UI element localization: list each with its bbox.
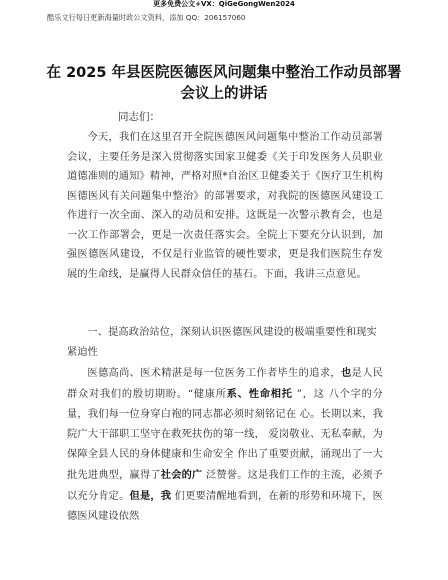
paragraph-text-segment: 泛赞誉。这是我们工作的主流，必须予以充分肯定。 bbox=[67, 470, 383, 502]
greeting-line: 同志们： bbox=[118, 111, 160, 123]
promo-contact-line: 酷乐文行每日更新海量时政公文资料，添加 QQ：206157060 bbox=[47, 13, 246, 22]
paragraph-text-segment: ”，这 八个字的分量，我们每一位身穿白袍的同志都必须时刻铭记在 心。长期以来，我院广大干部职工坚守在救死扶伤的第一线， 爱岗敬业、无私奉献，为保障全县人民的身体健康和生命安全 作出了重要贡献，涌现出了一大批先进典型，赢得了 bbox=[67, 389, 383, 481]
paragraph-intro: 今天，我们在这里召开全院医德医风问题集中整治工作动员部署会议，主要任务是深入贯彻落实国家卫健委《关于印发医务人员职业道德准则的通知》精神，严格对照*自治区卫健委关于《医疗卫生机构医德医风有关问题集中整治》的部署要求，对我院的医德医风建设工作进行一次全面、深入的动员和安排。这既是一次警示教育会，也是一次工作部署会，更是一次责任落实会。全院上下要充分认识到，加强医德医风建设，不仅是行业监管的硬性要求，更是我们医院生存发展的生命线，是赢得人民群众信任的基石。下面，我讲三点意见。 bbox=[67, 132, 383, 280]
top-promo-banner: 更多免费公文+VX：QiGeGongWen2024 bbox=[153, 0, 295, 8]
paragraph-bold-segment: 但是，我 bbox=[129, 490, 172, 502]
paragraph-section-1 bbox=[67, 363, 383, 527]
paragraph-text-segment: 医德高尚、医术精湛是每一位医务工作者毕生的追求， bbox=[87, 368, 341, 379]
paragraph-text-segment: 们更要清醒地看到，在新的形势和环境下，医德医风建设依然 bbox=[67, 491, 384, 522]
section-heading-1: 一、提高政治站位，深刻认识医德医风建设的极端重要性和现实紧迫性 bbox=[67, 327, 377, 358]
paragraph-bold-segment: 系、性命相托 bbox=[226, 388, 293, 400]
paragraph-bold-segment: 社会的广 bbox=[160, 469, 203, 481]
paragraph-text-segment: 是人民群众对我们的殷切期盼。“健康所 bbox=[67, 368, 383, 400]
document-title: 在 2025 年县医院医德医风问题集中整治工作动员部署会议上的讲话 bbox=[46, 65, 402, 102]
paragraph-bold-segment: 也 bbox=[340, 367, 352, 379]
